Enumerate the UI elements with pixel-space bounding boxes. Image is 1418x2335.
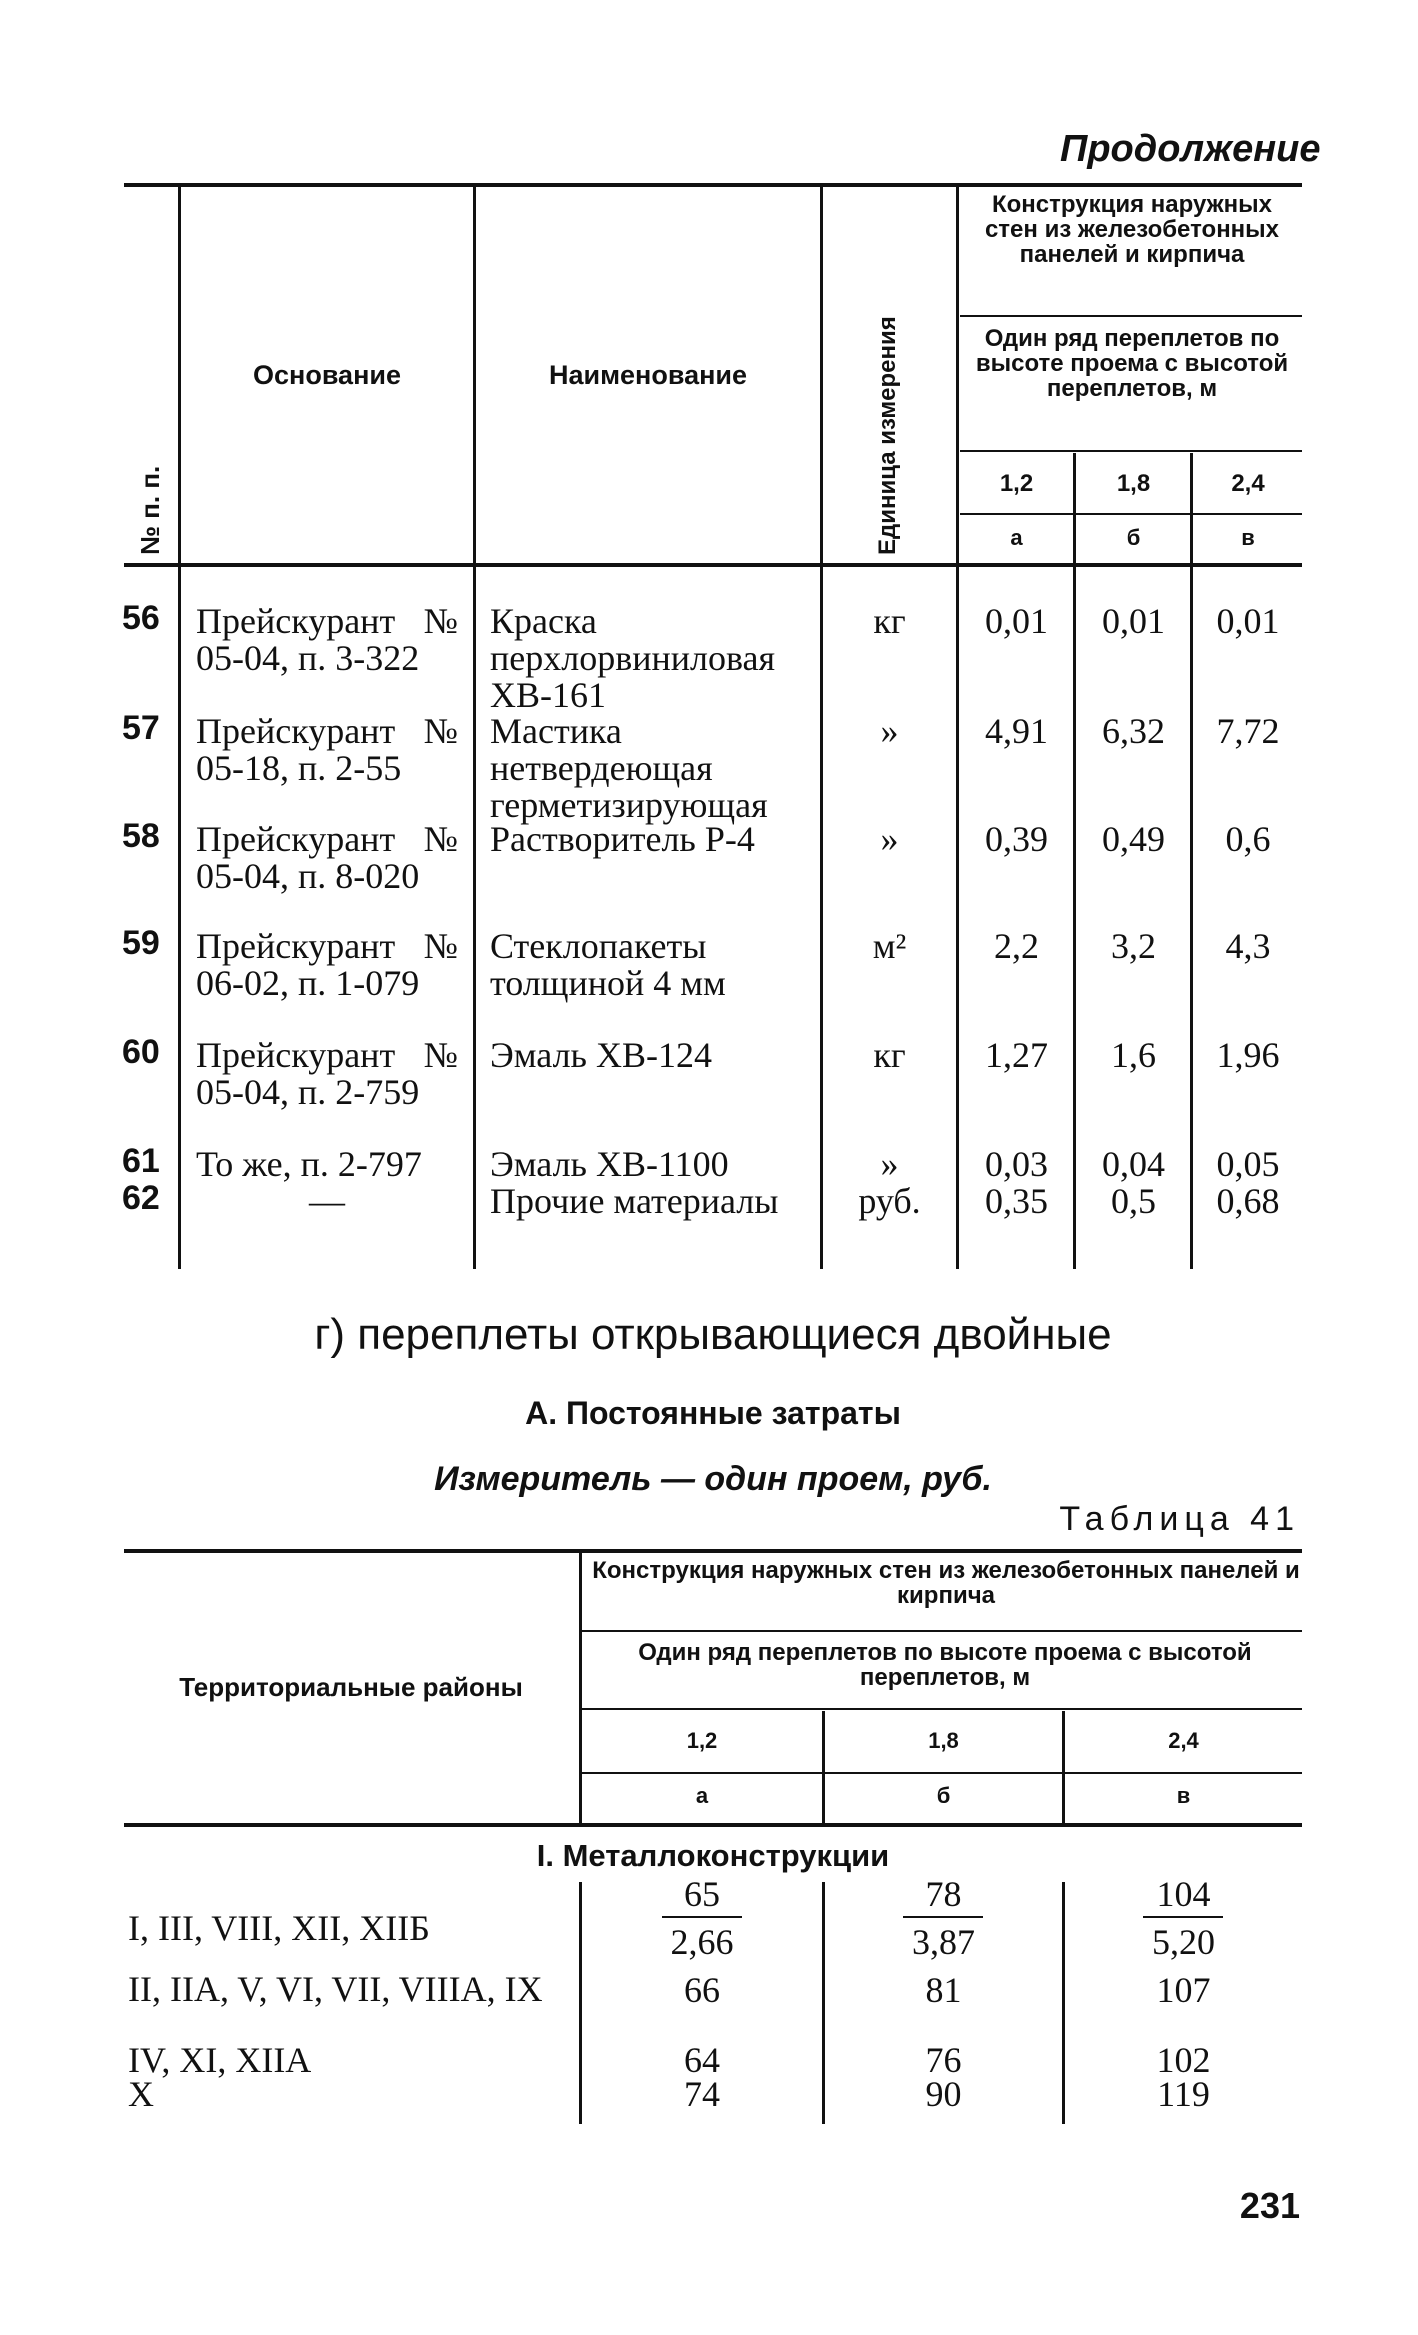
table1-col-line [1190,453,1193,1269]
row-unit: кг [873,601,906,641]
row-number: 61 [122,1142,160,1180]
fraction-line [903,1916,983,1918]
row-value-a: 74 [684,2074,720,2114]
row-unit: » [880,819,899,859]
table1-col-line [178,187,181,1269]
row-value-b: 81 [925,1970,962,2010]
row-value-a: 0,35 [985,1181,1048,1221]
row-value-b: 76 [925,2040,962,2080]
row-value-a: 0,39 [985,819,1048,859]
row-value-c: 0,01 [1216,601,1280,641]
row-basis: Прейскурант № 05-04, п. 8-020 [196,819,458,896]
row-value-b: 0,5 [1111,1181,1156,1221]
row-value-c-top: 104 [1156,1874,1211,1914]
row-value-a-bottom: 2,66 [670,1922,734,1962]
row-value-a: 0,01 [985,601,1048,641]
header-letter-a: а [1010,525,1023,550]
header-subgroup: Один ряд переплетов по высоте проема с высотой переплетов, м [975,325,1289,402]
row-value-c: 102 [1156,2040,1211,2080]
row-value-c: 0,05 [1216,1144,1280,1184]
table1-header-bottom-rule [124,563,1302,567]
row-number: 60 [122,1033,160,1071]
row-number: 56 [122,599,160,637]
header-height-1: 1,2 [999,470,1034,497]
row-unit: м² [872,926,907,966]
row-unit: » [880,711,899,751]
table2-subgroup-rule [582,1708,1302,1710]
header-group: Конструкция наружных стен из железобетонных панелей и кирпича [592,1557,1300,1609]
row-value-b: 90 [925,2074,962,2114]
row-value-a: 1,27 [985,1035,1048,1075]
row-value-b: 0,04 [1102,1144,1165,1184]
measure-note: Измеритель — один проем, руб. [434,1460,992,1498]
table2-heights-rule [582,1772,1302,1774]
section-title: I. Металлоконструкции [536,1838,890,1873]
row-basis: Прейскурант № 05-04, п. 2-759 [196,1035,458,1112]
header-unit: Единица измерения [874,316,901,555]
row-value-b-top: 78 [925,1874,962,1914]
row-basis: Прейскурант № 05-18, п. 2-55 [196,711,458,788]
row-value-b-bottom: 3,87 [912,1922,975,1962]
continuation-label: Продолжение [1060,128,1321,170]
row-basis: — [309,1181,345,1221]
subheading: А. Постоянные затраты [525,1395,901,1431]
row-value-a: 64 [684,2040,720,2080]
row-name: Прочие материалы [490,1181,779,1221]
row-number: 59 [122,924,160,962]
fraction-line [1143,1916,1223,1918]
table1-group-rule [960,315,1302,317]
table1-subgroup-rule [960,450,1302,452]
row-basis: Прейскурант № 06-02, п. 1-079 [196,926,458,1003]
section-heading: г) переплеты открывающиеся двойные [314,1310,1112,1359]
header-num: № п. п. [135,465,165,555]
row-name: Эмаль ХВ-124 [490,1035,712,1075]
header-group: Конструкция наружных стен из железобетонных панелей и кирпича [984,191,1280,268]
header-height-3: 2,4 [1168,1728,1199,1753]
row-region: I, III, VIII, XII, XIIБ [128,1908,430,1948]
row-name: Растворитель Р-4 [490,819,755,859]
row-name: Краска перхлорвиниловая ХВ-161 [490,601,776,715]
row-value-a: 66 [684,1970,720,2010]
header-height-1: 1,2 [686,1728,718,1753]
row-value-b: 1,6 [1111,1035,1156,1075]
row-value-a: 4,91 [985,711,1048,751]
fraction-line [662,1916,742,1918]
table1-col-line [956,187,959,1269]
row-basis: То же, п. 2-797 [196,1144,422,1184]
row-number: 58 [122,817,160,855]
header-height-2: 1,8 [1116,470,1151,497]
row-value-c: 1,96 [1216,1035,1280,1075]
row-value-b: 0,01 [1102,601,1165,641]
table2-header-bottom-rule [124,1823,1302,1827]
row-name: Эмаль ХВ-1100 [490,1144,729,1184]
row-value-c: 4,3 [1225,926,1271,966]
header-letter-a: а [695,1783,709,1808]
row-value-c: 7,72 [1216,711,1280,751]
header-letter-c: в [1176,1783,1191,1808]
row-value-a: 2,2 [994,926,1039,966]
row-unit: руб. [858,1181,921,1221]
row-unit: » [880,1144,899,1184]
row-region: II, IIA, V, VI, VII, VIIIA, IX [128,1969,543,2009]
row-region: IV, XI, XIIA [128,2040,312,2080]
row-value-a-top: 65 [684,1874,720,1914]
row-value-c: 0,6 [1225,819,1271,859]
page-number: 231 [1239,2185,1300,2226]
header-height-3: 2,4 [1231,470,1265,497]
header-letter-b: б [936,1783,951,1808]
row-value-c: 119 [1157,2074,1210,2114]
row-value-c: 107 [1156,1970,1211,2010]
row-value-b: 3,2 [1111,926,1156,966]
table1-heights-rule [960,513,1302,515]
row-name: Стеклопакеты толщиной 4 мм [490,926,726,1003]
row-value-c-bottom: 5,20 [1152,1922,1215,1962]
row-number: 57 [122,709,160,747]
table-label: Таблица 41 [1059,1500,1300,1538]
row-value-a: 0,03 [985,1144,1048,1184]
header-subgroup: Один ряд переплетов по высоте проема с высотой переплетов, м [638,1639,1252,1691]
header-name: Наименование [548,360,748,390]
table1-top-rule [124,183,1302,187]
row-number: 62 [122,1179,160,1217]
header-regions: Территориальные районы [179,1672,523,1702]
row-region: X [128,2074,154,2114]
header-letter-b: б [1126,525,1141,550]
row-basis: Прейскурант № 05-04, п. 3-322 [196,601,458,678]
header-height-2: 1,8 [928,1728,959,1753]
row-value-b: 6,32 [1102,711,1165,751]
table1-col-line [1073,453,1076,1269]
table1-col-line [473,187,476,1269]
header-basis: Основание [253,360,401,390]
table2-top-rule [124,1549,1302,1553]
header-letter-c: в [1241,525,1255,550]
table2-group-rule [582,1630,1302,1632]
row-unit: кг [873,1035,906,1075]
row-value-c: 0,68 [1216,1181,1280,1221]
row-name: Мастика нетвердеющая герметизирующая [490,711,768,825]
row-value-b: 0,49 [1102,819,1165,859]
